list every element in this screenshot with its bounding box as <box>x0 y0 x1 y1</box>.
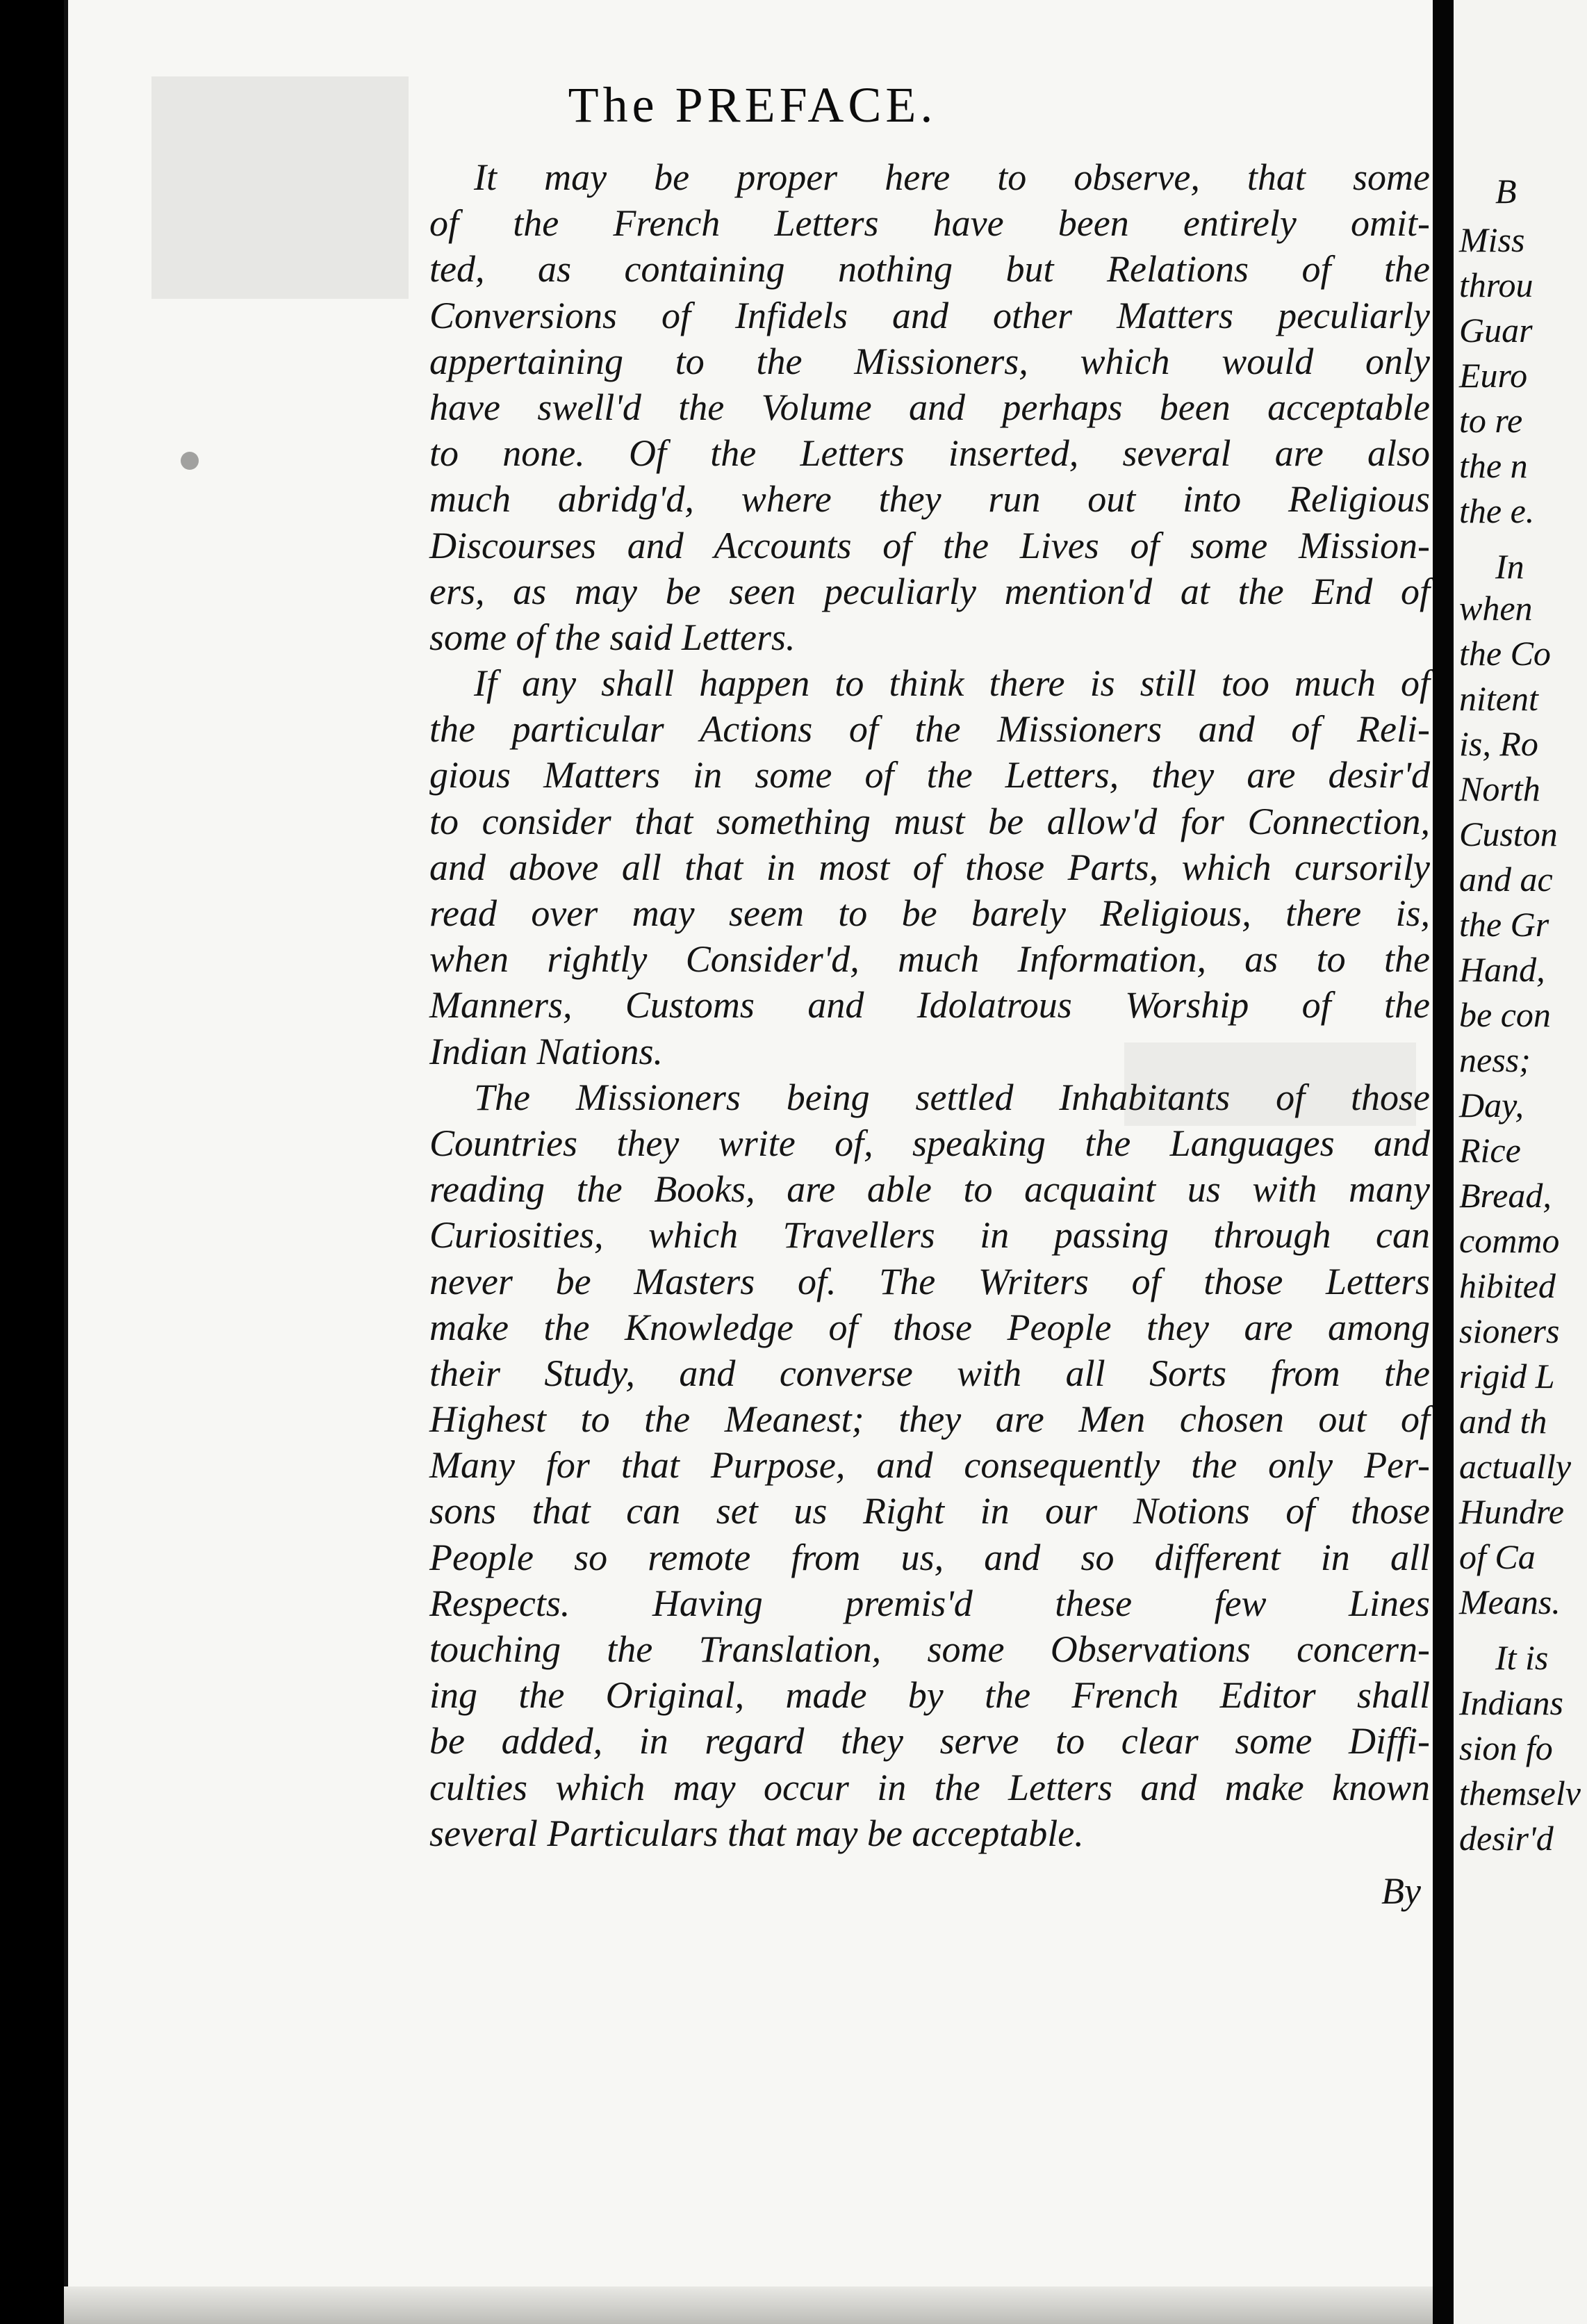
facing-page-fragment: commo <box>1459 1221 1560 1260</box>
bleed-through-mark <box>1124 1042 1416 1126</box>
facing-page-fragment: and th <box>1459 1402 1547 1441</box>
text-line: appertaining to the Missioners, which would only <box>429 340 1430 382</box>
text-line: culties which may occur in the Letters and make known <box>429 1766 1430 1808</box>
facing-page-fragment: In <box>1495 547 1524 586</box>
text-line: Respects. Having premis'd these few Lines <box>429 1582 1430 1624</box>
facing-page-fragment: Custon <box>1459 815 1558 853</box>
facing-page-fragment: Day, <box>1459 1086 1524 1124</box>
text-line: Conversions of Infidels and other Matters peculiarly <box>429 294 1430 336</box>
facing-page-fragment: North <box>1459 769 1540 808</box>
text-line: of the French Letters have been entirely omit- <box>429 202 1430 245</box>
text-line: some of the said Letters. <box>429 616 796 658</box>
facing-page-fragment: Bread, <box>1459 1176 1552 1215</box>
facing-page-fragment: Means. <box>1459 1582 1561 1621</box>
catchword: By <box>1381 1870 1421 1912</box>
text-line: reading the Books, are able to acquaint us with many <box>429 1168 1430 1211</box>
text-line: If any shall happen to think there is still too much of <box>474 662 1430 705</box>
facing-page-fragment: the n <box>1459 446 1528 485</box>
ink-spot <box>181 452 199 470</box>
text-line: be added, in regard they serve to clear some Diffi- <box>429 1720 1430 1762</box>
text-line: read over may seem to be barely Religious, there is, <box>429 892 1430 934</box>
facing-page-fragment: hibited <box>1459 1266 1556 1305</box>
text-line: Many for that Purpose, and consequently the only Per- <box>429 1444 1430 1487</box>
preface-body <box>429 154 1430 1856</box>
facing-page <box>1454 0 1587 2324</box>
facing-page-fragment: Miss <box>1459 220 1525 259</box>
text-line: and above all that in most of those Parts, which cursorily <box>429 846 1430 888</box>
facing-page-fragment: rigid L <box>1459 1357 1555 1396</box>
bleed-through-mark <box>151 76 409 299</box>
facing-page-fragment: desir'd <box>1459 1819 1554 1858</box>
text-line: Countries they write of, speaking the Languages and <box>429 1122 1430 1164</box>
facing-page-fragment: sion fo <box>1459 1728 1553 1767</box>
text-line: It may be proper here to observe, that some <box>474 156 1430 198</box>
facing-page-fragment: when <box>1459 589 1533 628</box>
left-page <box>64 0 1437 2324</box>
facing-page-fragment: Hand, <box>1459 950 1545 989</box>
facing-page-fragment: Euro <box>1459 356 1528 395</box>
facing-page-fragment: of Ca <box>1459 1537 1536 1576</box>
text-line: sons that can set us Right in our Notions of those <box>429 1490 1430 1532</box>
facing-page-fragment: ness; <box>1459 1040 1531 1079</box>
text-line: ted, as containing nothing but Relations of the <box>429 248 1430 290</box>
facing-page-fragment: Rice <box>1459 1131 1521 1170</box>
text-line: several Particulars that may be acceptable. <box>429 1812 1084 1854</box>
text-line: Curiosities, which Travellers in passing through can <box>429 1214 1430 1257</box>
text-line: to none. Of the Letters inserted, several are also <box>429 432 1430 475</box>
text-line: the particular Actions of the Missioners and of Reli- <box>429 708 1430 751</box>
facing-page-fragment: sioners <box>1459 1311 1560 1350</box>
text-line: gious Matters in some of the Letters, they are desir'd <box>429 754 1430 796</box>
facing-page-fragment: the e. <box>1459 491 1535 530</box>
text-line: ers, as may be seen peculiarly mention'd at the End of <box>429 570 1430 612</box>
facing-page-fragment: Guar <box>1459 311 1533 350</box>
text-line: make the Knowledge of those People they are among <box>429 1306 1430 1348</box>
facing-page-fragment: be con <box>1459 995 1551 1034</box>
facing-page-fragment: It is <box>1495 1638 1549 1677</box>
page-header: The PREFACE. <box>568 77 937 133</box>
text-line: Highest to the Meanest; they are Men chosen out of <box>429 1398 1430 1441</box>
facing-page-fragment: actually <box>1459 1447 1572 1486</box>
text-line: to consider that something must be allow'd for Connection, <box>429 800 1430 842</box>
text-line: ing the Original, made by the French Editor shall <box>429 1674 1430 1717</box>
facing-page-fragment: nitent <box>1459 679 1538 718</box>
facing-page-fragment: the Co <box>1459 634 1551 673</box>
text-line: touching the Translation, some Observations concern- <box>429 1628 1430 1670</box>
facing-page-fragment: themselv <box>1459 1774 1581 1812</box>
facing-page-fragment: Indians <box>1459 1683 1563 1722</box>
text-line: have swell'd the Volume and perhaps been acceptable <box>429 386 1430 428</box>
text-line: Indian Nations. <box>429 1030 664 1072</box>
text-line: never be Masters of. The Writers of those Letters <box>429 1260 1430 1302</box>
facing-page-fragment: to re <box>1459 401 1523 440</box>
text-line: their Study, and converse with all Sorts from the <box>429 1352 1430 1394</box>
text-line: Manners, Customs and Idolatrous Worship of the <box>429 984 1430 1026</box>
text-line: Discourses and Accounts of the Lives of some Mission- <box>429 524 1430 566</box>
text-line: when rightly Consider'd, much Information, as to the <box>429 938 1430 981</box>
book-gutter <box>1433 0 1454 2324</box>
facing-page-fragment: is, Ro <box>1459 724 1538 763</box>
facing-page-fragment: Hundre <box>1459 1492 1564 1531</box>
text-line: much abridg'd, where they run out into Religious <box>429 478 1430 521</box>
text-line: People so remote from us, and so different in all <box>429 1536 1430 1578</box>
page-bottom-shadow <box>64 2286 1433 2324</box>
facing-page-fragment: and ac <box>1459 860 1553 899</box>
facing-page-fragment: the Gr <box>1459 905 1549 944</box>
text-line: The Missioners being settled Inhabitants of those <box>474 1076 1430 1118</box>
facing-page-fragment: B <box>1495 172 1517 211</box>
facing-page-fragment: throu <box>1459 265 1533 304</box>
